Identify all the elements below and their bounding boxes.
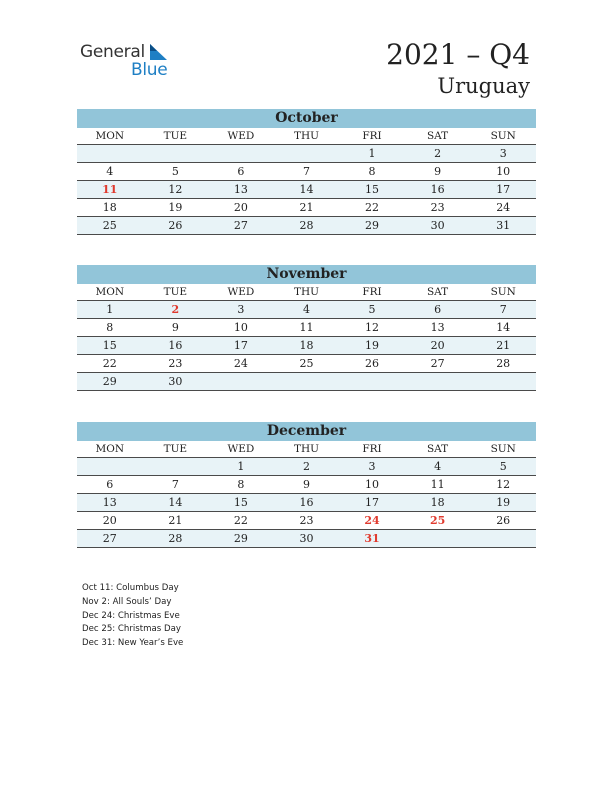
day-cell: 4 — [405, 458, 471, 476]
day-cell: 18 — [405, 494, 471, 512]
week-row — [77, 337, 536, 355]
week-row — [77, 373, 536, 391]
month-calendar-december — [77, 422, 536, 548]
day-cell: 8 — [339, 163, 405, 181]
weekday-header: FRI — [339, 284, 405, 301]
day-cell: 1 — [208, 458, 274, 476]
page-title: 2021 – Q4 — [386, 38, 530, 71]
day-cell: 6 — [208, 163, 274, 181]
weekday-header: SAT — [405, 284, 471, 301]
holiday-note: Nov 2: All Souls’ Day — [82, 596, 172, 607]
day-cell: 1 — [77, 301, 143, 319]
day-cell: 19 — [470, 494, 536, 512]
day-cell: 31 — [470, 217, 536, 235]
week-row — [77, 458, 536, 476]
logo-text-general: General — [80, 42, 145, 62]
day-cell: 4 — [274, 301, 340, 319]
day-cell: 24 — [208, 355, 274, 373]
day-cell: 7 — [470, 301, 536, 319]
day-cell: 20 — [208, 199, 274, 217]
day-cell: 26 — [470, 512, 536, 530]
empty-day-cell — [339, 373, 405, 391]
day-cell: 10 — [339, 476, 405, 494]
day-cell: 9 — [405, 163, 471, 181]
day-cell: 21 — [274, 199, 340, 217]
weekday-header: TUE — [143, 128, 209, 145]
empty-day-cell — [470, 530, 536, 548]
day-cell: 17 — [470, 181, 536, 199]
empty-day-cell — [77, 458, 143, 476]
day-cell: 5 — [339, 301, 405, 319]
day-cell: 22 — [208, 512, 274, 530]
week-row — [77, 181, 536, 199]
day-cell: 15 — [77, 337, 143, 355]
day-cell: 9 — [274, 476, 340, 494]
empty-day-cell — [405, 373, 471, 391]
country-name: Uruguay — [437, 74, 530, 98]
day-cell: 17 — [339, 494, 405, 512]
day-cell: 25 — [274, 355, 340, 373]
day-cell: 26 — [339, 355, 405, 373]
weekday-header: THU — [274, 284, 340, 301]
day-cell: 2 — [143, 301, 209, 319]
day-cell: 3 — [470, 145, 536, 163]
day-cell: 16 — [274, 494, 340, 512]
week-row — [77, 217, 536, 235]
day-cell: 7 — [143, 476, 209, 494]
weekday-header: WED — [208, 284, 274, 301]
empty-day-cell — [274, 145, 340, 163]
day-cell: 15 — [339, 181, 405, 199]
day-cell: 19 — [143, 199, 209, 217]
week-row — [77, 530, 536, 548]
weekday-header: FRI — [339, 441, 405, 458]
weekday-header: SUN — [470, 284, 536, 301]
logo-triangle-icon — [148, 43, 168, 61]
day-cell: 22 — [77, 355, 143, 373]
day-cell: 22 — [339, 199, 405, 217]
day-cell: 30 — [274, 530, 340, 548]
day-cell: 15 — [208, 494, 274, 512]
day-cell: 18 — [274, 337, 340, 355]
day-cell: 14 — [143, 494, 209, 512]
empty-day-cell — [208, 373, 274, 391]
day-cell: 17 — [208, 337, 274, 355]
week-row — [77, 199, 536, 217]
holiday-note: Dec 31: New Year’s Eve — [82, 638, 184, 649]
week-row — [77, 145, 536, 163]
day-cell: 5 — [470, 458, 536, 476]
day-cell: 25 — [405, 512, 471, 530]
day-cell: 13 — [208, 181, 274, 199]
day-cell: 18 — [77, 199, 143, 217]
day-cell: 27 — [77, 530, 143, 548]
day-cell: 9 — [143, 319, 209, 337]
weekday-header: MON — [77, 128, 143, 145]
day-cell: 29 — [208, 530, 274, 548]
weekday-header: SAT — [405, 441, 471, 458]
month-title: November — [77, 265, 536, 284]
empty-day-cell — [274, 373, 340, 391]
day-cell: 30 — [405, 217, 471, 235]
weekday-header: SUN — [470, 441, 536, 458]
day-cell: 28 — [470, 355, 536, 373]
week-row — [77, 163, 536, 181]
day-cell: 21 — [470, 337, 536, 355]
day-cell: 3 — [339, 458, 405, 476]
day-cell: 27 — [208, 217, 274, 235]
weekday-header: MON — [77, 284, 143, 301]
weekday-header: MON — [77, 441, 143, 458]
week-row — [77, 494, 536, 512]
weekday-header: WED — [208, 128, 274, 145]
day-cell: 11 — [274, 319, 340, 337]
day-cell: 21 — [143, 512, 209, 530]
day-cell: 13 — [405, 319, 471, 337]
day-cell: 12 — [143, 181, 209, 199]
day-cell: 12 — [470, 476, 536, 494]
day-cell: 26 — [143, 217, 209, 235]
week-row — [77, 301, 536, 319]
day-cell: 4 — [77, 163, 143, 181]
day-cell: 20 — [405, 337, 471, 355]
empty-day-cell — [405, 530, 471, 548]
weekday-header: FRI — [339, 128, 405, 145]
weekday-header: SUN — [470, 128, 536, 145]
week-row — [77, 512, 536, 530]
week-row — [77, 319, 536, 337]
day-cell: 3 — [208, 301, 274, 319]
empty-day-cell — [143, 458, 209, 476]
empty-day-cell — [470, 373, 536, 391]
empty-day-cell — [77, 145, 143, 163]
day-cell: 13 — [77, 494, 143, 512]
day-cell: 11 — [405, 476, 471, 494]
day-cell: 7 — [274, 163, 340, 181]
day-cell: 1 — [339, 145, 405, 163]
weekday-header: TUE — [143, 284, 209, 301]
holiday-note: Dec 24: Christmas Eve — [82, 610, 180, 621]
day-cell: 10 — [208, 319, 274, 337]
month-calendar-november — [77, 265, 536, 391]
day-cell: 10 — [470, 163, 536, 181]
month-calendar-october — [77, 109, 536, 235]
day-cell: 14 — [274, 181, 340, 199]
day-cell: 28 — [274, 217, 340, 235]
weekday-header: THU — [274, 128, 340, 145]
day-cell: 19 — [339, 337, 405, 355]
day-cell: 2 — [274, 458, 340, 476]
day-cell: 14 — [470, 319, 536, 337]
day-cell: 16 — [405, 181, 471, 199]
month-title: December — [77, 422, 536, 441]
empty-day-cell — [143, 145, 209, 163]
day-cell: 8 — [208, 476, 274, 494]
holiday-notes — [82, 582, 183, 651]
day-cell: 23 — [143, 355, 209, 373]
day-cell: 29 — [339, 217, 405, 235]
logo-text-blue: Blue — [131, 60, 168, 80]
week-row — [77, 476, 536, 494]
month-grid — [77, 128, 536, 235]
day-cell: 31 — [339, 530, 405, 548]
day-cell: 28 — [143, 530, 209, 548]
day-cell: 6 — [405, 301, 471, 319]
weekday-header: THU — [274, 441, 340, 458]
day-cell: 2 — [405, 145, 471, 163]
day-cell: 24 — [339, 512, 405, 530]
month-title: October — [77, 109, 536, 128]
day-cell: 29 — [77, 373, 143, 391]
day-cell: 25 — [77, 217, 143, 235]
day-cell: 8 — [77, 319, 143, 337]
weekday-header: WED — [208, 441, 274, 458]
day-cell: 6 — [77, 476, 143, 494]
day-cell: 16 — [143, 337, 209, 355]
holiday-note: Dec 25: Christmas Day — [82, 624, 181, 635]
day-cell: 23 — [405, 199, 471, 217]
weekday-header: SAT — [405, 128, 471, 145]
day-cell: 11 — [77, 181, 143, 199]
month-grid — [77, 441, 536, 548]
day-cell: 5 — [143, 163, 209, 181]
holiday-note: Oct 11: Columbus Day — [82, 583, 179, 593]
day-cell: 20 — [77, 512, 143, 530]
week-row — [77, 355, 536, 373]
day-cell: 12 — [339, 319, 405, 337]
month-grid — [77, 284, 536, 391]
weekday-header: TUE — [143, 441, 209, 458]
brand-logo — [80, 40, 180, 80]
day-cell: 30 — [143, 373, 209, 391]
day-cell: 24 — [470, 199, 536, 217]
day-cell: 27 — [405, 355, 471, 373]
empty-day-cell — [208, 145, 274, 163]
day-cell: 23 — [274, 512, 340, 530]
